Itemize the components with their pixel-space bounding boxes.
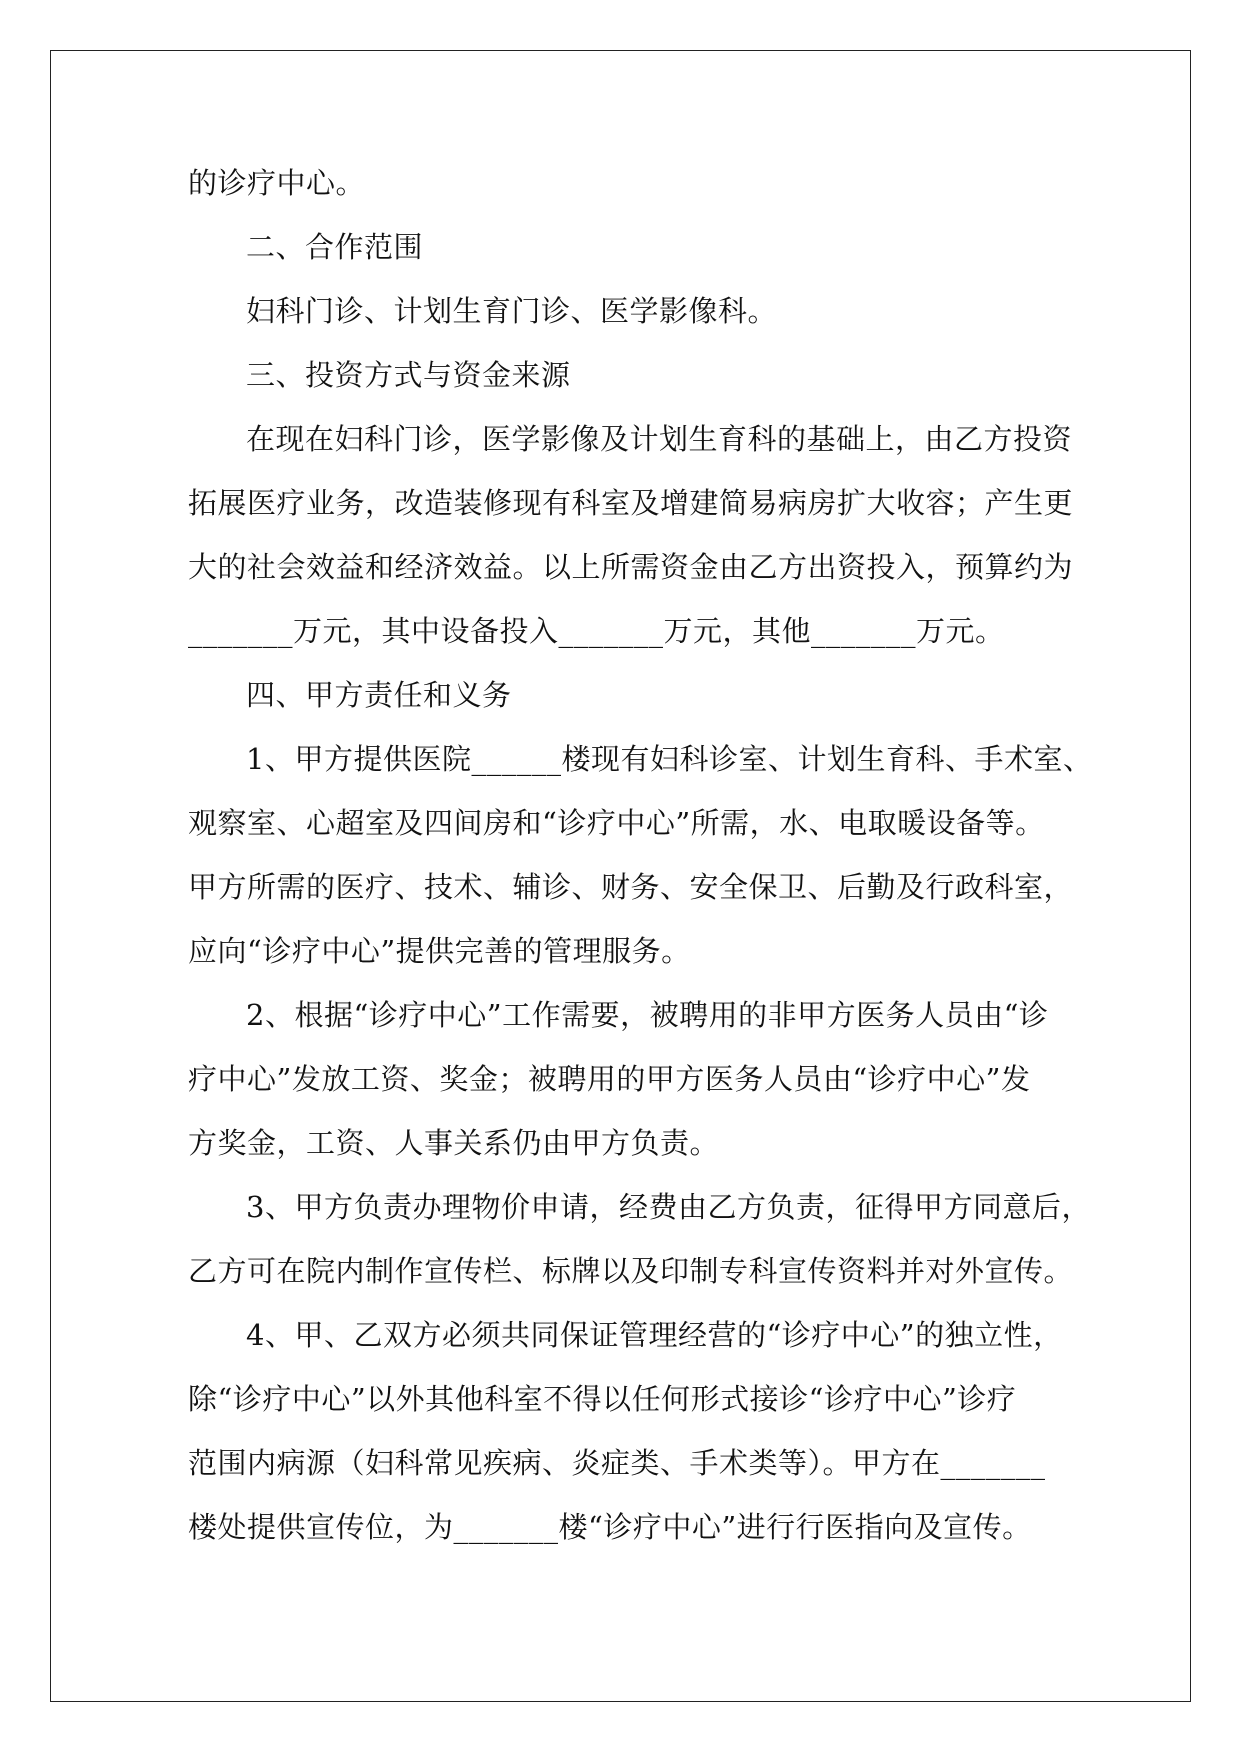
text-line: 2、根据“诊疗中心”工作需要，被聘用的非甲方医务人员由“诊 [246,998,1049,1032]
text-line: 大的社会效益和经济效益。以上所需资金由乙方出资投入，预算约为 [188,550,1074,584]
text-line: 在现在妇科门诊，医学影像及计划生育科的基础上，由乙方投资 [246,422,1073,456]
text-line: 观察室、心超室及四间房和“诊疗中心”所需，水、电取暖设备等。 [188,806,1045,840]
section-heading: 三、投资方式与资金来源 [246,358,571,392]
text-line: 甲方所需的医疗、技术、辅诊、财务、安全保卫、后勤及行政科室， [188,870,1074,904]
text-line: 范围内病源（妇科常见疾病、炎症类、手术类等）。甲方在_______ [188,1446,1046,1480]
text-line: _______万元，其中设备投入_______万元，其他_______万元。 [188,614,1005,648]
text-line: 除“诊疗中心”以外其他科室不得以任何形式接诊“诊疗中心”诊疗 [188,1382,1017,1416]
text-line: 楼处提供宣传位，为_______楼“诊疗中心”进行行医指向及宣传。 [188,1510,1032,1544]
text-line: 的诊疗中心。 [188,166,366,200]
text-line: 4、甲、乙双方必须共同保证管理经营的“诊疗中心”的独立性， [246,1318,1063,1352]
text-line: 拓展医疗业务，改造装修现有科室及增建简易病房扩大收容；产生更 [188,486,1074,520]
text-line: 乙方可在院内制作宣传栏、标牌以及印制专科宣传资料并对外宣传。 [188,1254,1074,1288]
text-line: 方奖金，工资、人事关系仍由甲方负责。 [188,1126,720,1160]
text-line: 应向“诊疗中心”提供完善的管理服务。 [188,934,691,968]
section-heading: 四、甲方责任和义务 [246,678,512,712]
text-line: 妇科门诊、计划生育门诊、医学影像科。 [246,294,778,328]
text-line: 3、甲方负责办理物价申请，经费由乙方负责，征得甲方同意后， [246,1190,1091,1224]
section-heading: 二、合作范围 [246,230,424,264]
text-line: 1、甲方提供医院______楼现有妇科诊室、计划生育科、手术室、 [246,742,1093,776]
text-line: 疗中心”发放工资、奖金；被聘用的甲方医务人员由“诊疗中心”发 [188,1062,1031,1096]
